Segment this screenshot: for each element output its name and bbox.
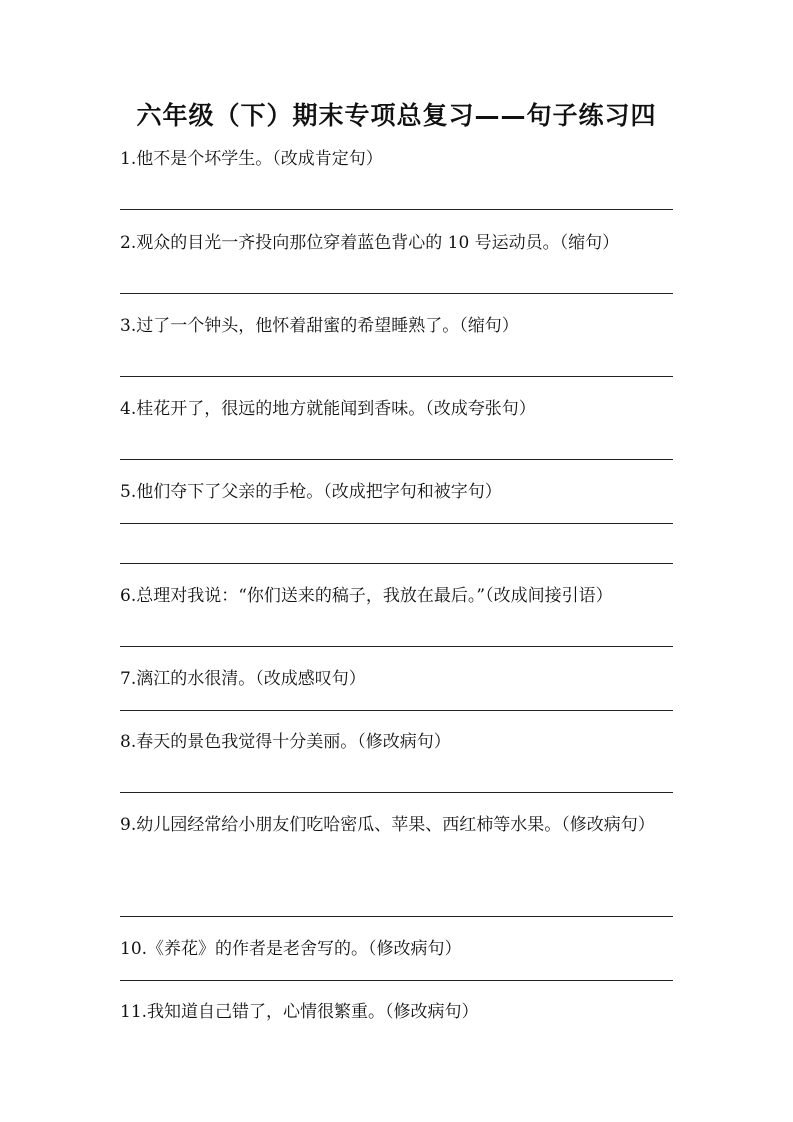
question-1: 1.他不是个坏学生。（改成肯定句） — [120, 149, 383, 169]
answer-line-2[interactable] — [120, 293, 673, 294]
question-11: 11.我知道自己错了，心情很繁重。（修改病句） — [120, 1002, 479, 1022]
answer-line-9[interactable] — [120, 916, 673, 917]
answer-line-1[interactable] — [120, 209, 673, 210]
answer-line-8[interactable] — [120, 792, 673, 793]
page-title: 六年级（下）期末专项总复习——句子练习四 — [136, 101, 657, 130]
question-9: 9.幼儿园经常给小朋友们吃哈密瓜、苹果、西红柿等水果。（修改病句） — [120, 815, 655, 835]
question-2: 2.观众的目光一齐投向那位穿着蓝色背心的 10 号运动员。（缩句） — [120, 233, 620, 253]
answer-line-7[interactable] — [120, 710, 673, 711]
answer-line-4[interactable] — [120, 459, 673, 460]
question-6: 6.总理对我说：“你们送来的稿子，我放在最后。”（改成间接引语） — [120, 586, 613, 606]
answer-line-3[interactable] — [120, 376, 673, 377]
question-5: 5.他们夺下了父亲的手枪。（改成把字句和被字句） — [120, 482, 502, 502]
answer-line-5b[interactable] — [120, 563, 673, 564]
question-8: 8.春天的景色我觉得十分美丽。（修改病句） — [120, 732, 451, 752]
question-3: 3.过了一个钟头，他怀着甜蜜的希望睡熟了。（缩句） — [120, 316, 519, 336]
answer-line-6[interactable] — [120, 646, 673, 647]
question-7: 7.漓江的水很清。（改成感叹句） — [120, 669, 366, 689]
answer-line-5a[interactable] — [120, 523, 673, 524]
question-10: 10.《养花》的作者是老舍写的。（修改病句） — [120, 939, 462, 959]
question-4: 4.桂花开了，很远的地方就能闻到香味。（改成夸张句） — [120, 399, 536, 419]
answer-line-10[interactable] — [120, 980, 673, 981]
